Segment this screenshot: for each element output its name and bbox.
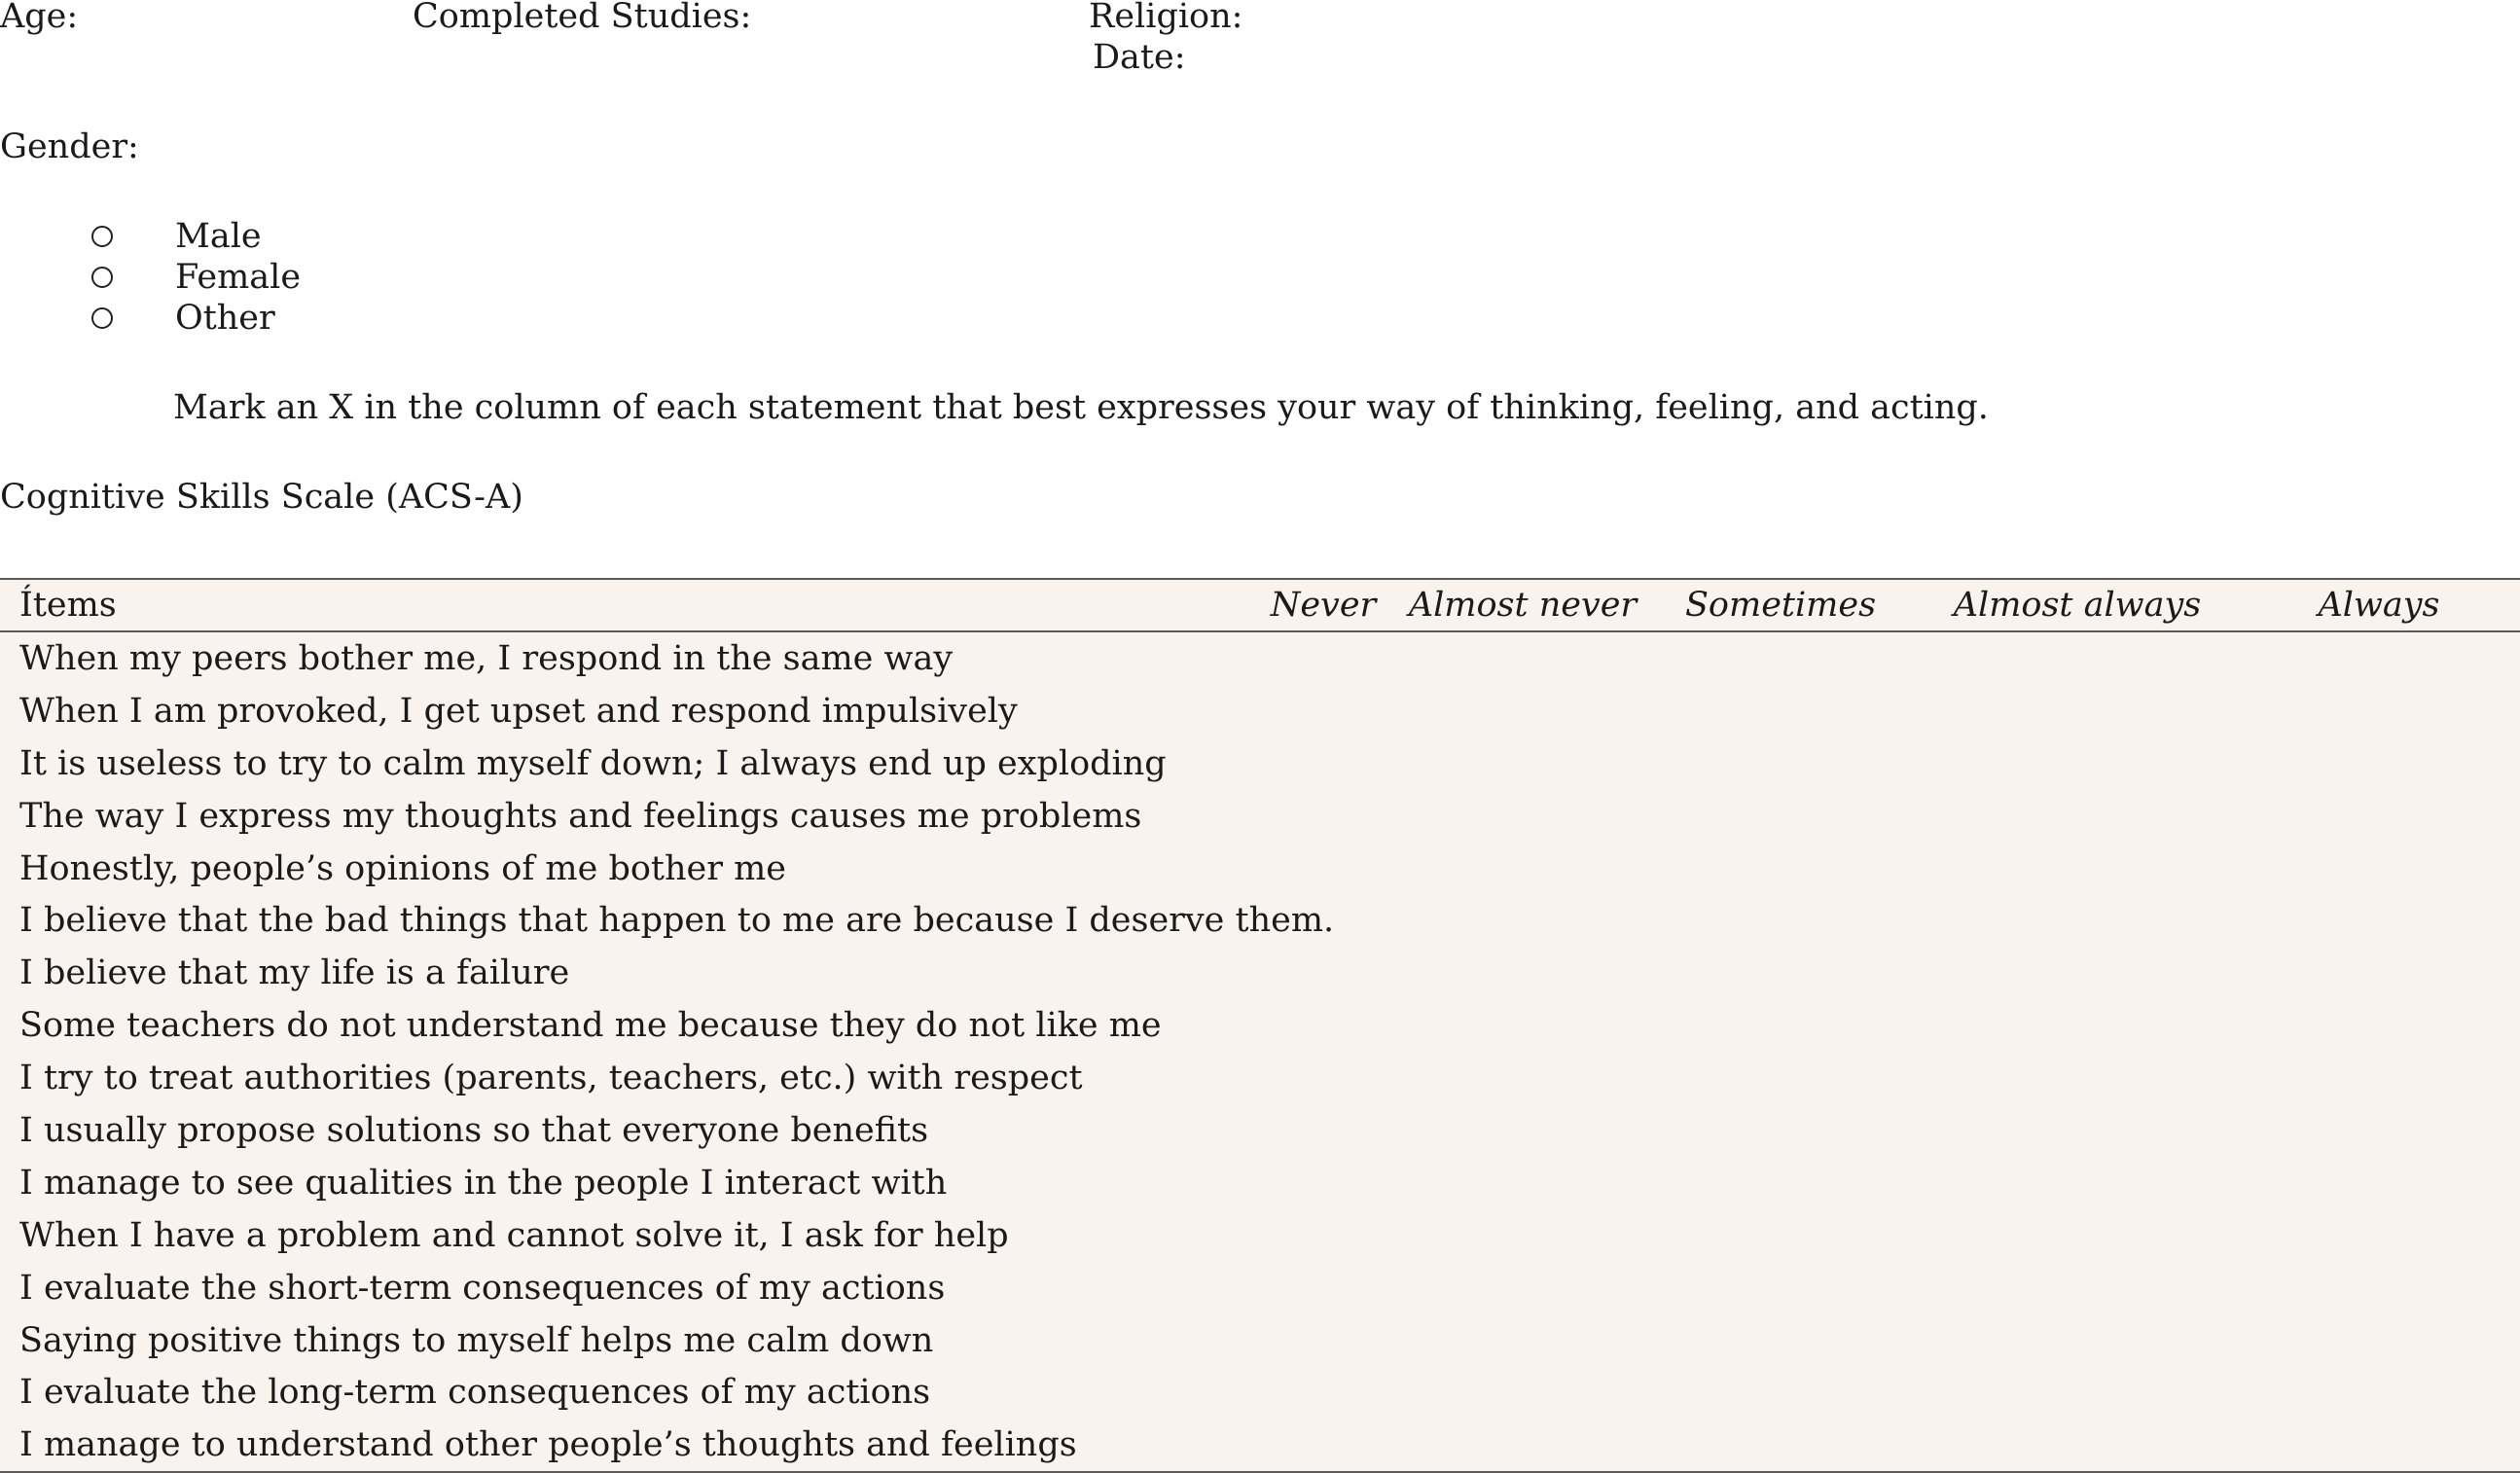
answer-cell-almost-always[interactable] [1917, 790, 2238, 843]
answer-cell-almost-never[interactable] [1401, 894, 1644, 947]
answer-cell-almost-never[interactable] [1401, 999, 1644, 1052]
answer-cell-sometimes[interactable] [1644, 1052, 1917, 1104]
radio-button[interactable] [91, 226, 113, 247]
answer-cell-almost-never[interactable] [1401, 1209, 1644, 1262]
gender-option-label: Other [175, 299, 275, 338]
answer-cell-always[interactable] [2238, 1366, 2520, 1419]
column-header-sometimes: Sometimes [1684, 586, 1877, 625]
table-row [0, 894, 2520, 947]
table-row [0, 1419, 2520, 1471]
answer-cell-sometimes[interactable] [1644, 843, 1917, 895]
answer-cell-sometimes[interactable] [1644, 1209, 1917, 1262]
answer-cell-almost-never[interactable] [1401, 1104, 1644, 1157]
answer-cell-never[interactable] [1245, 1366, 1401, 1419]
answer-cell-always[interactable] [2238, 999, 2520, 1052]
answer-cell-never[interactable] [1245, 790, 1401, 843]
table-row [0, 999, 2520, 1052]
answer-cell-always[interactable] [2238, 1157, 2520, 1209]
answer-cell-almost-never[interactable] [1401, 790, 1644, 843]
gender-option-label: Female [175, 258, 302, 297]
table-row [0, 1157, 2520, 1209]
answer-cell-almost-never[interactable] [1401, 737, 1644, 790]
answer-cell-almost-always[interactable] [1917, 947, 2238, 999]
table-row [0, 631, 2520, 685]
answer-cell-never[interactable] [1245, 1419, 1401, 1471]
table-row [0, 1209, 2520, 1262]
answer-cell-always[interactable] [2238, 1104, 2520, 1157]
item-statement: I believe that my life is a failure [19, 953, 570, 993]
column-header-almost-always: Almost always [1953, 586, 2202, 625]
table-header-row [0, 580, 2520, 631]
item-statement: Honestly, people’s opinions of me bother me [19, 848, 786, 888]
answer-cell-sometimes[interactable] [1644, 790, 1917, 843]
answer-cell-always[interactable] [2238, 1419, 2520, 1471]
answer-cell-almost-always[interactable] [1917, 1419, 2238, 1471]
table-row [0, 1314, 2520, 1367]
answer-cell-never[interactable] [1245, 685, 1401, 737]
answer-cell-sometimes[interactable] [1644, 1314, 1917, 1367]
answer-cell-almost-never[interactable] [1401, 1052, 1644, 1104]
date-label: Date: [1093, 38, 1186, 77]
answer-cell-almost-never[interactable] [1401, 1366, 1644, 1419]
answer-cell-never[interactable] [1245, 1104, 1401, 1157]
answer-cell-sometimes[interactable] [1644, 1157, 1917, 1209]
answer-cell-never[interactable] [1245, 631, 1401, 685]
answer-cell-almost-always[interactable] [1917, 1157, 2238, 1209]
answer-cell-almost-never[interactable] [1401, 1262, 1644, 1314]
table-row [0, 737, 2520, 790]
answer-cell-sometimes[interactable] [1644, 1366, 1917, 1419]
table-row [0, 1052, 2520, 1104]
answer-cell-almost-always[interactable] [1917, 999, 2238, 1052]
answer-cell-always[interactable] [2238, 1314, 2520, 1367]
answer-cell-always[interactable] [2238, 947, 2520, 999]
answer-cell-almost-always[interactable] [1917, 1366, 2238, 1419]
answer-cell-never[interactable] [1245, 947, 1401, 999]
answer-cell-almost-always[interactable] [1917, 1262, 2238, 1314]
answer-cell-almost-always[interactable] [1917, 1314, 2238, 1367]
item-statement: I evaluate the long-term consequences of my actions [19, 1373, 931, 1413]
table-row [0, 1366, 2520, 1419]
answer-cell-sometimes[interactable] [1644, 1419, 1917, 1471]
answer-cell-never[interactable] [1245, 1052, 1401, 1104]
answer-cell-almost-always[interactable] [1917, 843, 2238, 895]
item-statement: I usually propose solutions so that everyone benefits [19, 1110, 929, 1150]
answer-cell-sometimes[interactable] [1644, 894, 1917, 947]
table-row [0, 1104, 2520, 1157]
answer-cell-almost-never[interactable] [1401, 947, 1644, 999]
item-statement: When I have a problem and cannot solve it, I ask for help [19, 1215, 1009, 1255]
item-statement: I manage to understand other people’s thoughts and feelings [19, 1425, 1077, 1465]
completed-studies-label: Completed Studies: [413, 0, 752, 36]
answer-cell-never[interactable] [1245, 999, 1401, 1052]
answer-cell-almost-never[interactable] [1401, 843, 1644, 895]
answer-cell-always[interactable] [2238, 685, 2520, 737]
gender-option-female[interactable] [91, 257, 302, 298]
item-statement: It is useless to try to calm myself down; I always end up exploding [19, 743, 1167, 783]
gender-option-other[interactable] [91, 298, 275, 339]
answer-cell-sometimes[interactable] [1644, 947, 1917, 999]
answer-cell-almost-never[interactable] [1401, 1314, 1644, 1367]
answer-cell-almost-never[interactable] [1401, 685, 1644, 737]
item-statement: Some teachers do not understand me because they do not like me [19, 1006, 1162, 1046]
item-statement: Saying positive things to myself helps me calm down [19, 1320, 934, 1360]
answer-cell-almost-always[interactable] [1917, 737, 2238, 790]
column-header-never: Never [1270, 586, 1377, 625]
age-label: Age: [0, 0, 79, 36]
table-row [0, 685, 2520, 737]
answer-cell-sometimes[interactable] [1644, 737, 1917, 790]
item-statement: The way I express my thoughts and feelings causes me problems [19, 796, 1142, 836]
answer-cell-always[interactable] [2238, 1262, 2520, 1314]
answer-cell-almost-always[interactable] [1917, 1209, 2238, 1262]
answer-cell-sometimes[interactable] [1644, 685, 1917, 737]
answer-cell-never[interactable] [1245, 737, 1401, 790]
answer-cell-always[interactable] [2238, 1052, 2520, 1104]
answer-cell-always[interactable] [2238, 1209, 2520, 1262]
answer-cell-sometimes[interactable] [1644, 631, 1917, 685]
answer-cell-never[interactable] [1245, 1262, 1401, 1314]
answer-cell-almost-always[interactable] [1917, 1104, 2238, 1157]
answer-cell-never[interactable] [1245, 843, 1401, 895]
answer-cell-sometimes[interactable] [1644, 999, 1917, 1052]
item-statement: I manage to see qualities in the people I interact with [19, 1163, 948, 1203]
answer-cell-almost-always[interactable] [1917, 1052, 2238, 1104]
item-statement: When I am provoked, I get upset and respond impulsively [19, 691, 1018, 731]
answer-cell-always[interactable] [2238, 737, 2520, 790]
table-row [0, 947, 2520, 999]
table-row [0, 1262, 2520, 1314]
table-row [0, 843, 2520, 895]
column-header-always: Always [2318, 586, 2440, 625]
item-statement: I believe that the bad things that happen to me are because I deserve them. [19, 901, 1335, 941]
religion-label: Religion: [1089, 0, 1243, 36]
instructions-text: Mark an X in the column of each statement that best expresses your way of thinking, feeling, and acting. [173, 388, 1989, 427]
radio-button[interactable] [91, 267, 113, 288]
answer-cell-almost-never[interactable] [1401, 1157, 1644, 1209]
answer-cell-never[interactable] [1245, 1209, 1401, 1262]
answer-cell-never[interactable] [1245, 1314, 1401, 1367]
table-row [0, 790, 2520, 843]
gender-label: Gender: [0, 127, 139, 166]
answer-cell-almost-never[interactable] [1401, 631, 1644, 685]
item-statement: I evaluate the short-term consequences of my actions [19, 1268, 946, 1308]
item-statement: I try to treat authorities (parents, teachers, etc.) with respect [19, 1059, 1083, 1098]
answer-cell-almost-always[interactable] [1917, 631, 2238, 685]
items-column-header: Ítems [19, 586, 117, 625]
answer-cell-always[interactable] [2238, 843, 2520, 895]
radio-button[interactable] [91, 307, 113, 329]
answer-cell-sometimes[interactable] [1644, 1104, 1917, 1157]
answer-cell-always[interactable] [2238, 894, 2520, 947]
answer-cell-never[interactable] [1245, 1157, 1401, 1209]
answer-cell-almost-always[interactable] [1917, 685, 2238, 737]
scale-table [0, 578, 2520, 1473]
column-header-almost-never: Almost never [1408, 586, 1638, 625]
answer-cell-sometimes[interactable] [1644, 1262, 1917, 1314]
answer-cell-always[interactable] [2238, 790, 2520, 843]
answer-cell-almost-always[interactable] [1917, 894, 2238, 947]
scale-title: Cognitive Skills Scale (ACS-A) [0, 478, 523, 517]
gender-option-male[interactable] [91, 216, 262, 257]
answer-cell-always[interactable] [2238, 631, 2520, 685]
item-statement: When my peers bother me, I respond in the same way [19, 638, 954, 678]
answer-cell-almost-never[interactable] [1401, 1419, 1644, 1471]
gender-option-label: Male [175, 217, 262, 256]
